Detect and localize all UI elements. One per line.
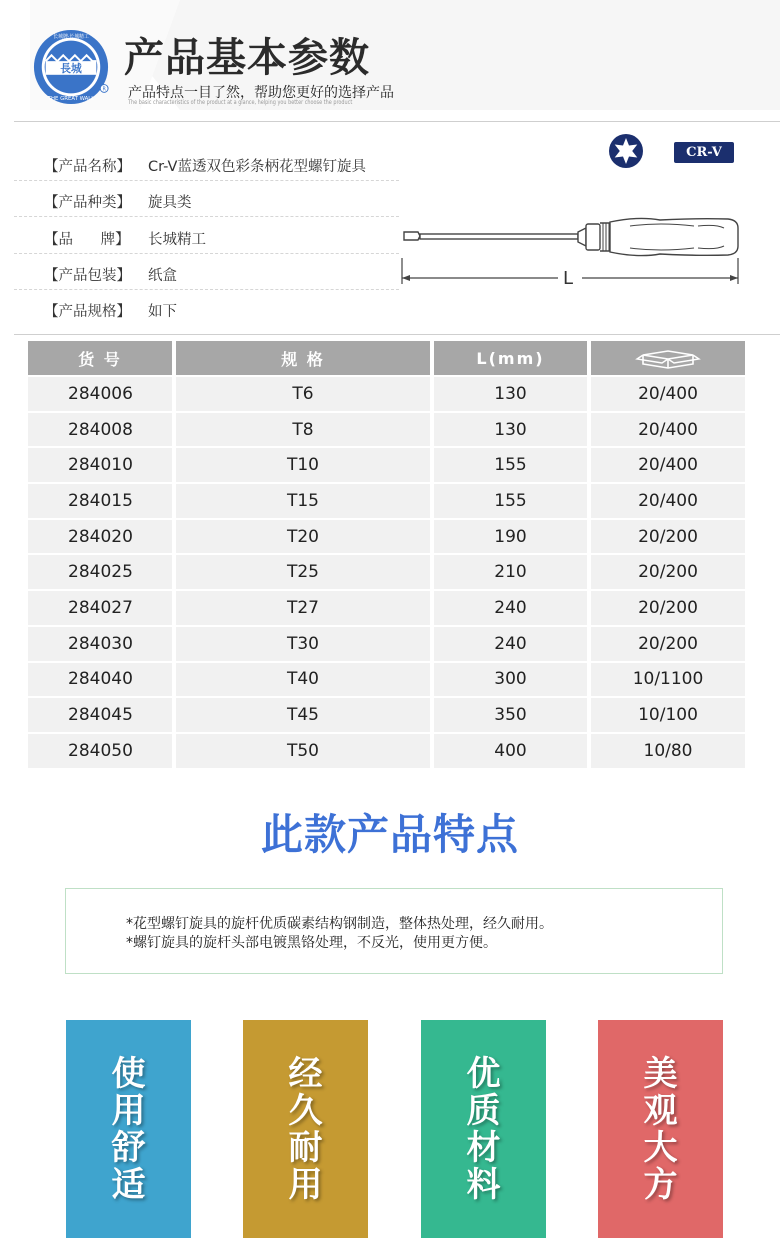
info-section-divider [14, 334, 780, 335]
info-value: Cr-V蓝透双色彩条柄花型螺钉旋具 [148, 159, 366, 175]
feature-card-comfortable [66, 1020, 191, 1238]
info-row-spec [44, 300, 177, 330]
cell-packing: 20/400 [591, 484, 745, 518]
table-row [28, 627, 745, 661]
features-title: 此款产品特点 [260, 810, 519, 859]
cell-spec: T40 [176, 663, 430, 697]
cell-packing: 20/400 [591, 448, 745, 482]
card-char: 使 [111, 1054, 146, 1094]
card-char: 舒 [111, 1128, 146, 1168]
svg-text:R: R [102, 86, 106, 93]
table-row [28, 377, 745, 411]
torx-star-icon [608, 133, 644, 169]
cell-length: 130 [434, 377, 587, 411]
table-row [28, 591, 745, 625]
cell-spec: T15 [176, 484, 430, 518]
cell-item-no: 284045 [28, 698, 172, 732]
table-row [28, 448, 745, 482]
card-char: 材 [466, 1128, 501, 1168]
features-box [65, 888, 723, 974]
cell-packing: 10/1100 [591, 663, 745, 697]
card-char: 用 [288, 1165, 323, 1205]
page-subtitle: 产品特点一目了然，帮助您更好的选择产品 [128, 85, 394, 101]
cell-item-no: 284010 [28, 448, 172, 482]
cell-length: 155 [434, 448, 587, 482]
cell-packing: 10/100 [591, 698, 745, 732]
cell-item-no: 284027 [28, 591, 172, 625]
card-text [598, 1056, 723, 1204]
cell-length: 240 [434, 627, 587, 661]
card-char: 质 [466, 1091, 501, 1131]
info-label: 【产品种类】 [44, 195, 131, 211]
page-title: 产品基本参数 [124, 35, 370, 81]
table-row [28, 555, 745, 589]
cell-spec: T10 [176, 448, 430, 482]
cell-spec: T6 [176, 377, 430, 411]
card-char: 耐 [288, 1128, 323, 1168]
info-value: 纸盒 [148, 268, 177, 284]
cell-spec: T30 [176, 627, 430, 661]
card-text [66, 1056, 191, 1204]
cell-spec: T20 [176, 520, 430, 554]
header-packing [591, 341, 745, 375]
cell-packing: 20/200 [591, 555, 745, 589]
svg-text:長城: 長城 [60, 61, 82, 75]
card-char: 方 [643, 1165, 678, 1205]
cell-packing: 20/200 [591, 591, 745, 625]
cell-length: 130 [434, 413, 587, 447]
dimension-label: L [563, 268, 574, 289]
cell-length: 400 [434, 734, 587, 768]
cell-packing: 20/400 [591, 377, 745, 411]
info-divider [14, 180, 399, 181]
header-item-no: 货 号 [28, 341, 172, 375]
card-char: 优 [466, 1054, 501, 1094]
table-row [28, 413, 745, 447]
info-label: 【产品规格】 [44, 304, 131, 320]
table-row [28, 734, 745, 768]
feature-card-durable [243, 1020, 368, 1238]
card-char: 料 [466, 1165, 501, 1205]
cell-length: 300 [434, 663, 587, 697]
feature-line: *花型螺钉旋具的旋杆优质碳素结构钢制造，整体热处理，经久耐用。 [126, 916, 553, 932]
carton-box-icon [635, 347, 701, 369]
cell-item-no: 284015 [28, 484, 172, 518]
cell-spec: T27 [176, 591, 430, 625]
page-subtitle-en: The basic characteristics of the product at a glance, helping you better choose the product [128, 99, 353, 106]
cell-length: 210 [434, 555, 587, 589]
card-char: 久 [288, 1091, 323, 1131]
brand-logo [32, 28, 110, 106]
product-spec-table [24, 339, 749, 770]
cell-item-no: 284006 [28, 377, 172, 411]
info-label: 【品 牌】 [44, 232, 130, 248]
cell-item-no: 284030 [28, 627, 172, 661]
table-header-row [28, 341, 745, 375]
cell-spec: T8 [176, 413, 430, 447]
cell-packing: 20/200 [591, 520, 745, 554]
header-length: L(mm) [434, 341, 587, 375]
cell-spec: T50 [176, 734, 430, 768]
cell-item-no: 284008 [28, 413, 172, 447]
cell-length: 190 [434, 520, 587, 554]
cell-length: 350 [434, 698, 587, 732]
table-row [28, 484, 745, 518]
table-row [28, 663, 745, 697]
info-label: 【产品名称】 [44, 159, 131, 175]
info-divider [14, 253, 399, 254]
svg-text:THE GREAT WALL: THE GREAT WALL [47, 96, 95, 103]
header-divider [14, 121, 780, 122]
cell-packing: 20/400 [591, 413, 745, 447]
header-spec: 规 格 [176, 341, 430, 375]
cell-spec: T25 [176, 555, 430, 589]
cell-spec: T45 [176, 698, 430, 732]
feature-line: *螺钉旋具的旋杆头部电镀黑铬处理，不反光，使用更方便。 [126, 935, 497, 951]
feature-card-quality [421, 1020, 546, 1238]
info-value: 旋具类 [148, 195, 192, 211]
cr-v-badge: CR-V [674, 142, 734, 163]
feature-card-beautiful [598, 1020, 723, 1238]
info-label: 【产品包装】 [44, 268, 131, 284]
cell-packing: 10/80 [591, 734, 745, 768]
info-value: 如下 [148, 304, 177, 320]
table-row [28, 520, 745, 554]
card-text [421, 1056, 546, 1204]
info-value: 长城精工 [148, 232, 206, 248]
info-divider [14, 216, 399, 217]
card-char: 美 [643, 1054, 678, 1094]
card-char: 用 [111, 1091, 146, 1131]
cell-item-no: 284025 [28, 555, 172, 589]
card-text [243, 1056, 368, 1204]
cell-packing: 20/200 [591, 627, 745, 661]
cell-item-no: 284040 [28, 663, 172, 697]
svg-text:长城牌·长城精工: 长城牌·长城精工 [53, 33, 89, 40]
card-char: 观 [643, 1091, 678, 1131]
card-char: 大 [643, 1128, 678, 1168]
cell-length: 155 [434, 484, 587, 518]
cell-item-no: 284050 [28, 734, 172, 768]
card-char: 经 [288, 1054, 323, 1094]
card-char: 适 [111, 1165, 146, 1205]
cell-item-no: 284020 [28, 520, 172, 554]
table-row [28, 698, 745, 732]
info-divider [14, 289, 399, 290]
cell-length: 240 [434, 591, 587, 625]
